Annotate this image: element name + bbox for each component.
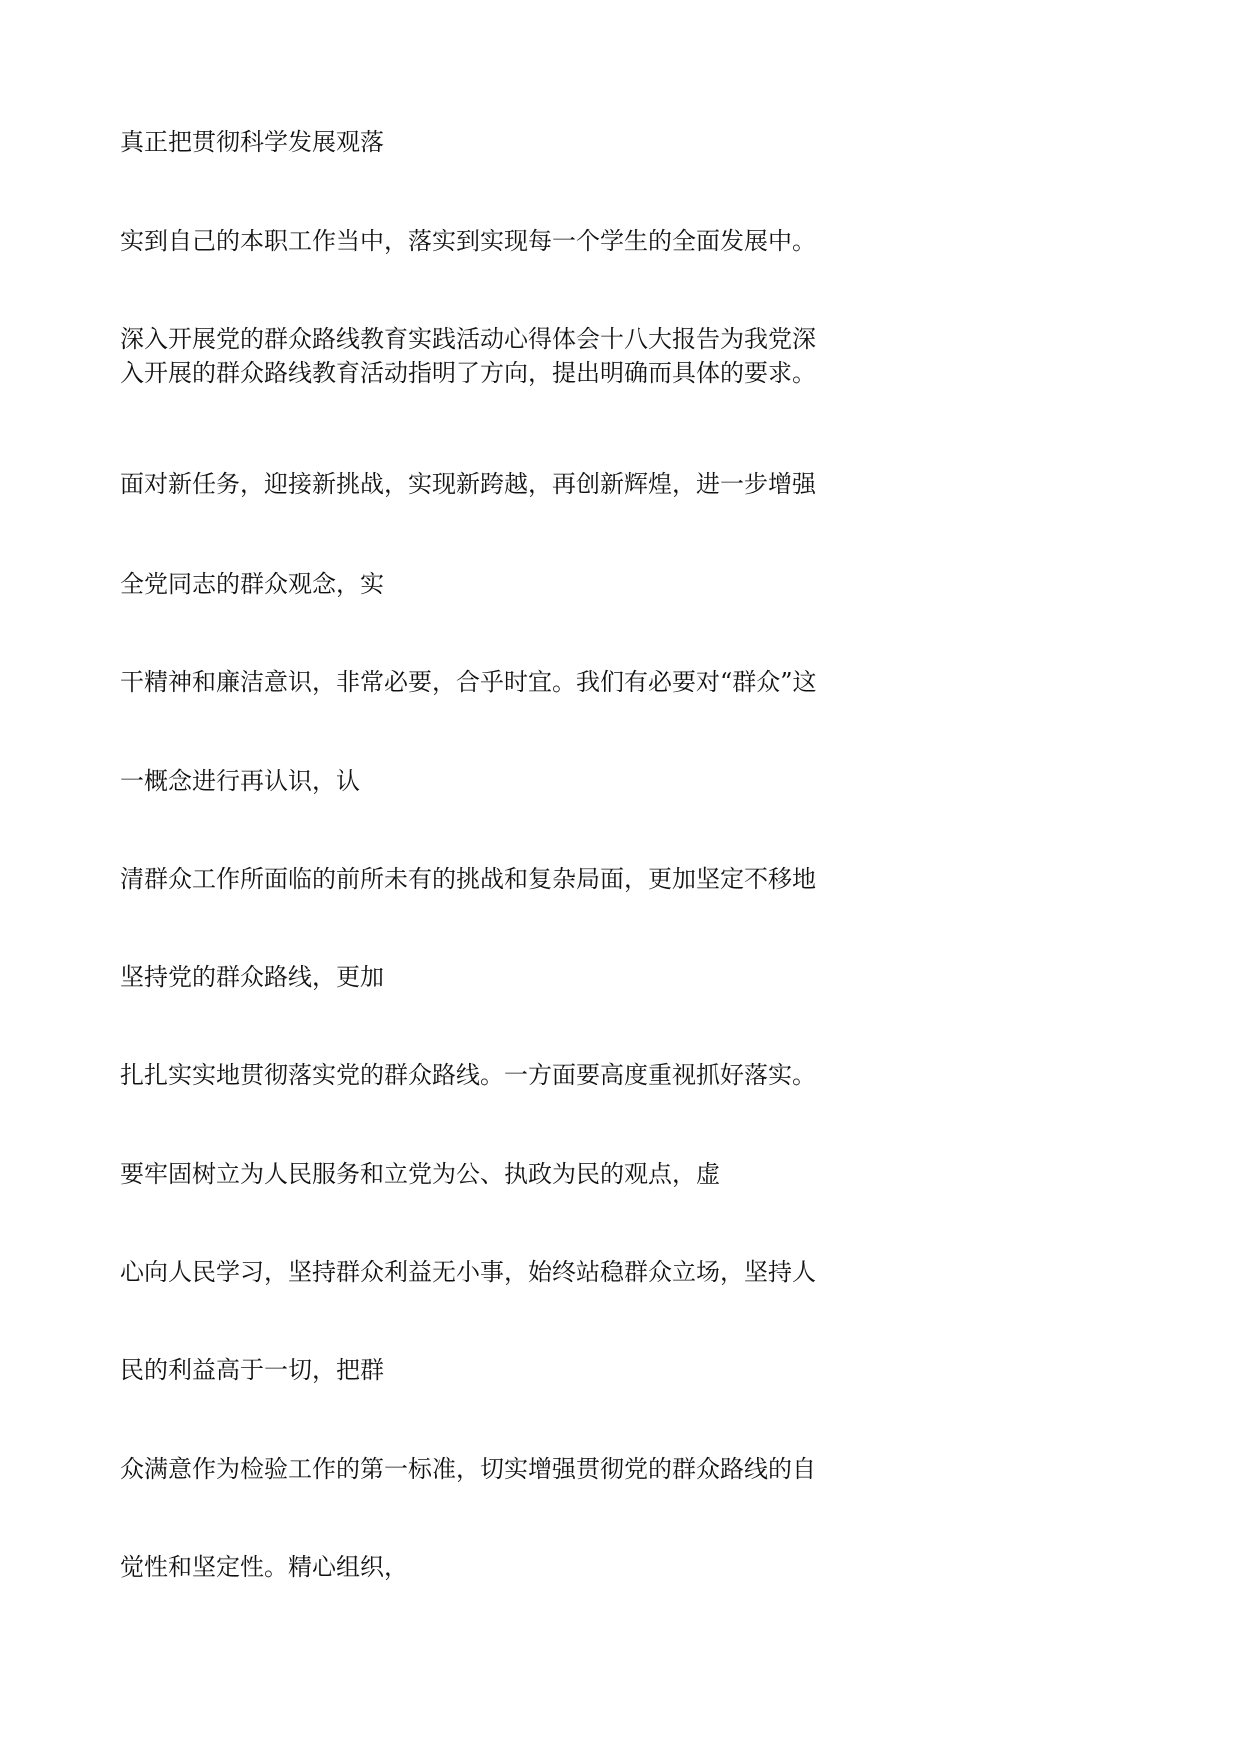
text-line: 实到自己的本职工作当中，落实到实现每一个学生的全面发展中。 <box>120 227 816 255</box>
text-line: 觉性和坚定性。精心组织， <box>120 1553 408 1581</box>
text-line: 民的利益高于一切，把群 <box>120 1356 384 1384</box>
text-line: 心向人民学习，坚持群众利益无小事，始终站稳群众立场，坚持人 <box>120 1258 816 1286</box>
text-line: 干精神和廉洁意识，非常必要，合乎时宜。我们有必要对“群众”这 <box>120 668 817 696</box>
text-line: 清群众工作所面临的前所未有的挑战和复杂局面，更加坚定不移地 <box>120 865 816 893</box>
text-line: 入开展的群众路线教育活动指明了方向，提出明确而具体的要求。 <box>120 359 816 387</box>
text-line: 深入开展党的群众路线教育实践活动心得体会十八大报告为我党深 <box>120 325 816 353</box>
text-line: 真正把贯彻科学发展观落 <box>120 128 384 156</box>
text-line: 扎扎实实地贯彻落实党的群众路线。一方面要高度重视抓好落实。 <box>120 1061 816 1089</box>
text-line: 众满意作为检验工作的第一标准，切实增强贯彻党的群众路线的自 <box>120 1455 816 1483</box>
text-line: 一概念进行再认识，认 <box>120 767 360 795</box>
text-line: 全党同志的群众观念，实 <box>120 570 384 598</box>
text-line: 面对新任务，迎接新挑战，实现新跨越，再创新辉煌，进一步增强 <box>120 470 816 498</box>
text-line: 要牢固树立为人民服务和立党为公、执政为民的观点，虚 <box>120 1160 720 1188</box>
text-line: 坚持党的群众路线，更加 <box>120 963 384 991</box>
